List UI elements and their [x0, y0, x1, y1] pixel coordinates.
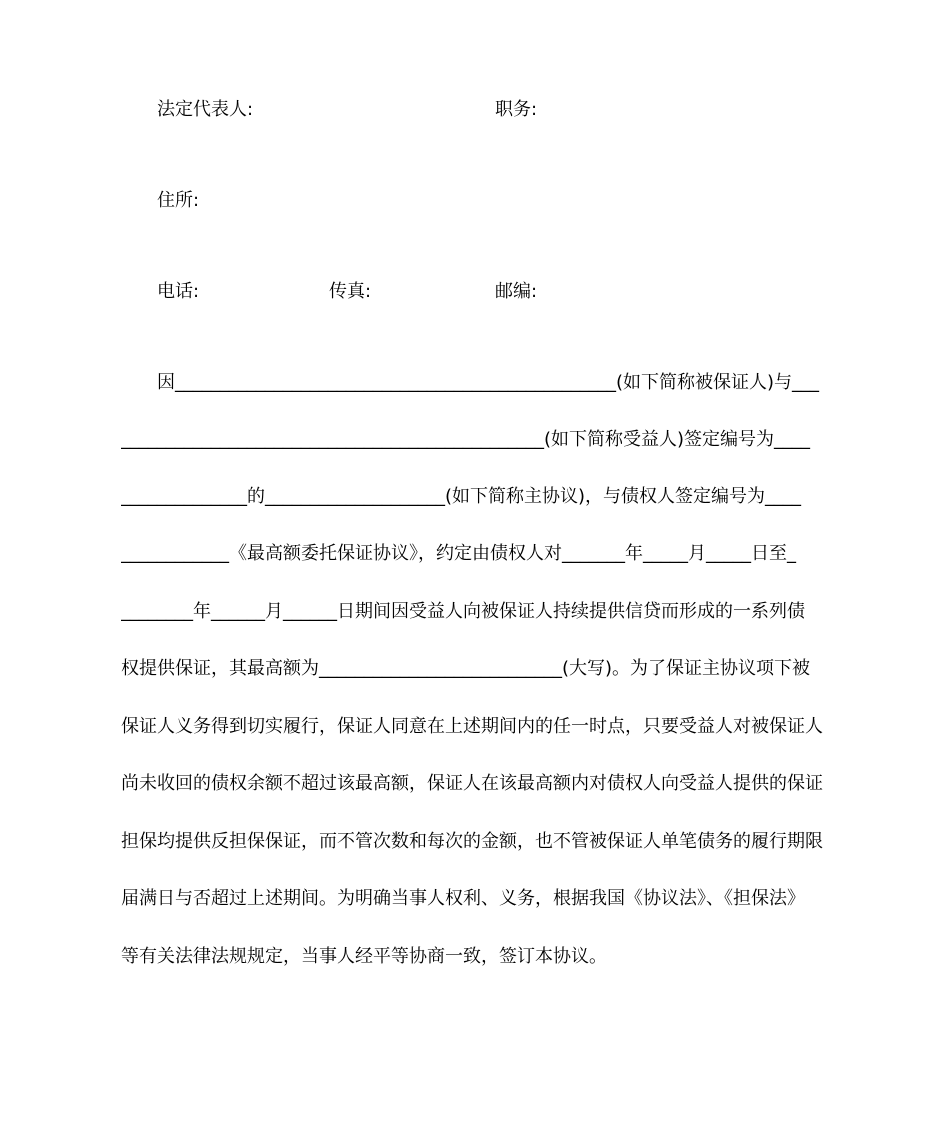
legal-representative-label: 法定代表人:	[157, 99, 254, 120]
paragraph-line: ______________的____________________(如下简称主协议)，与债权人签定编号为____	[121, 486, 802, 507]
paragraph-line: 保证人义务得到切实履行，保证人同意在上述期间内的任一时点，只要受益人对被保证人	[121, 716, 823, 737]
postcode-label: 邮编:	[495, 281, 538, 302]
paragraph-line: 权提供保证，其最高额为___________________________(大写)。为了保证主协议项下被	[121, 658, 811, 679]
paragraph-line: 尚未收回的债权余额不超过该最高额，保证人在该最高额内对债权人向受益人提供的保证	[121, 773, 823, 794]
paragraph-line: ________年______月______日期间因受益人向被保证人持续提供信贷而形成的一系列债	[121, 601, 805, 622]
paragraph-line: ____________《最高额委托保证协议》，约定由债权人对_______年_____月_____日至_	[121, 543, 796, 564]
position-label: 职务:	[495, 99, 538, 120]
address-label: 住所:	[157, 190, 200, 211]
paragraph-line: 担保均提供反担保保证，而不管次数和每次的金额，也不管被保证人单笔债务的履行期限	[121, 831, 823, 852]
phone-label: 电话:	[157, 281, 200, 302]
paragraph-line: 等有关法律法规规定，当事人经平等协商一致，签订本协议。	[121, 946, 607, 967]
paragraph-line: _______________________________________________(如下简称受益人)签定编号为____	[121, 429, 811, 450]
paragraph-line: 因_________________________________________________(如下简称被保证人)与___	[157, 372, 820, 393]
fax-label: 传真:	[329, 281, 372, 302]
paragraph-line: 届满日与否超过上述期间。为明确当事人权利、义务，根据我国《协议法》、《担保法》	[121, 888, 805, 909]
